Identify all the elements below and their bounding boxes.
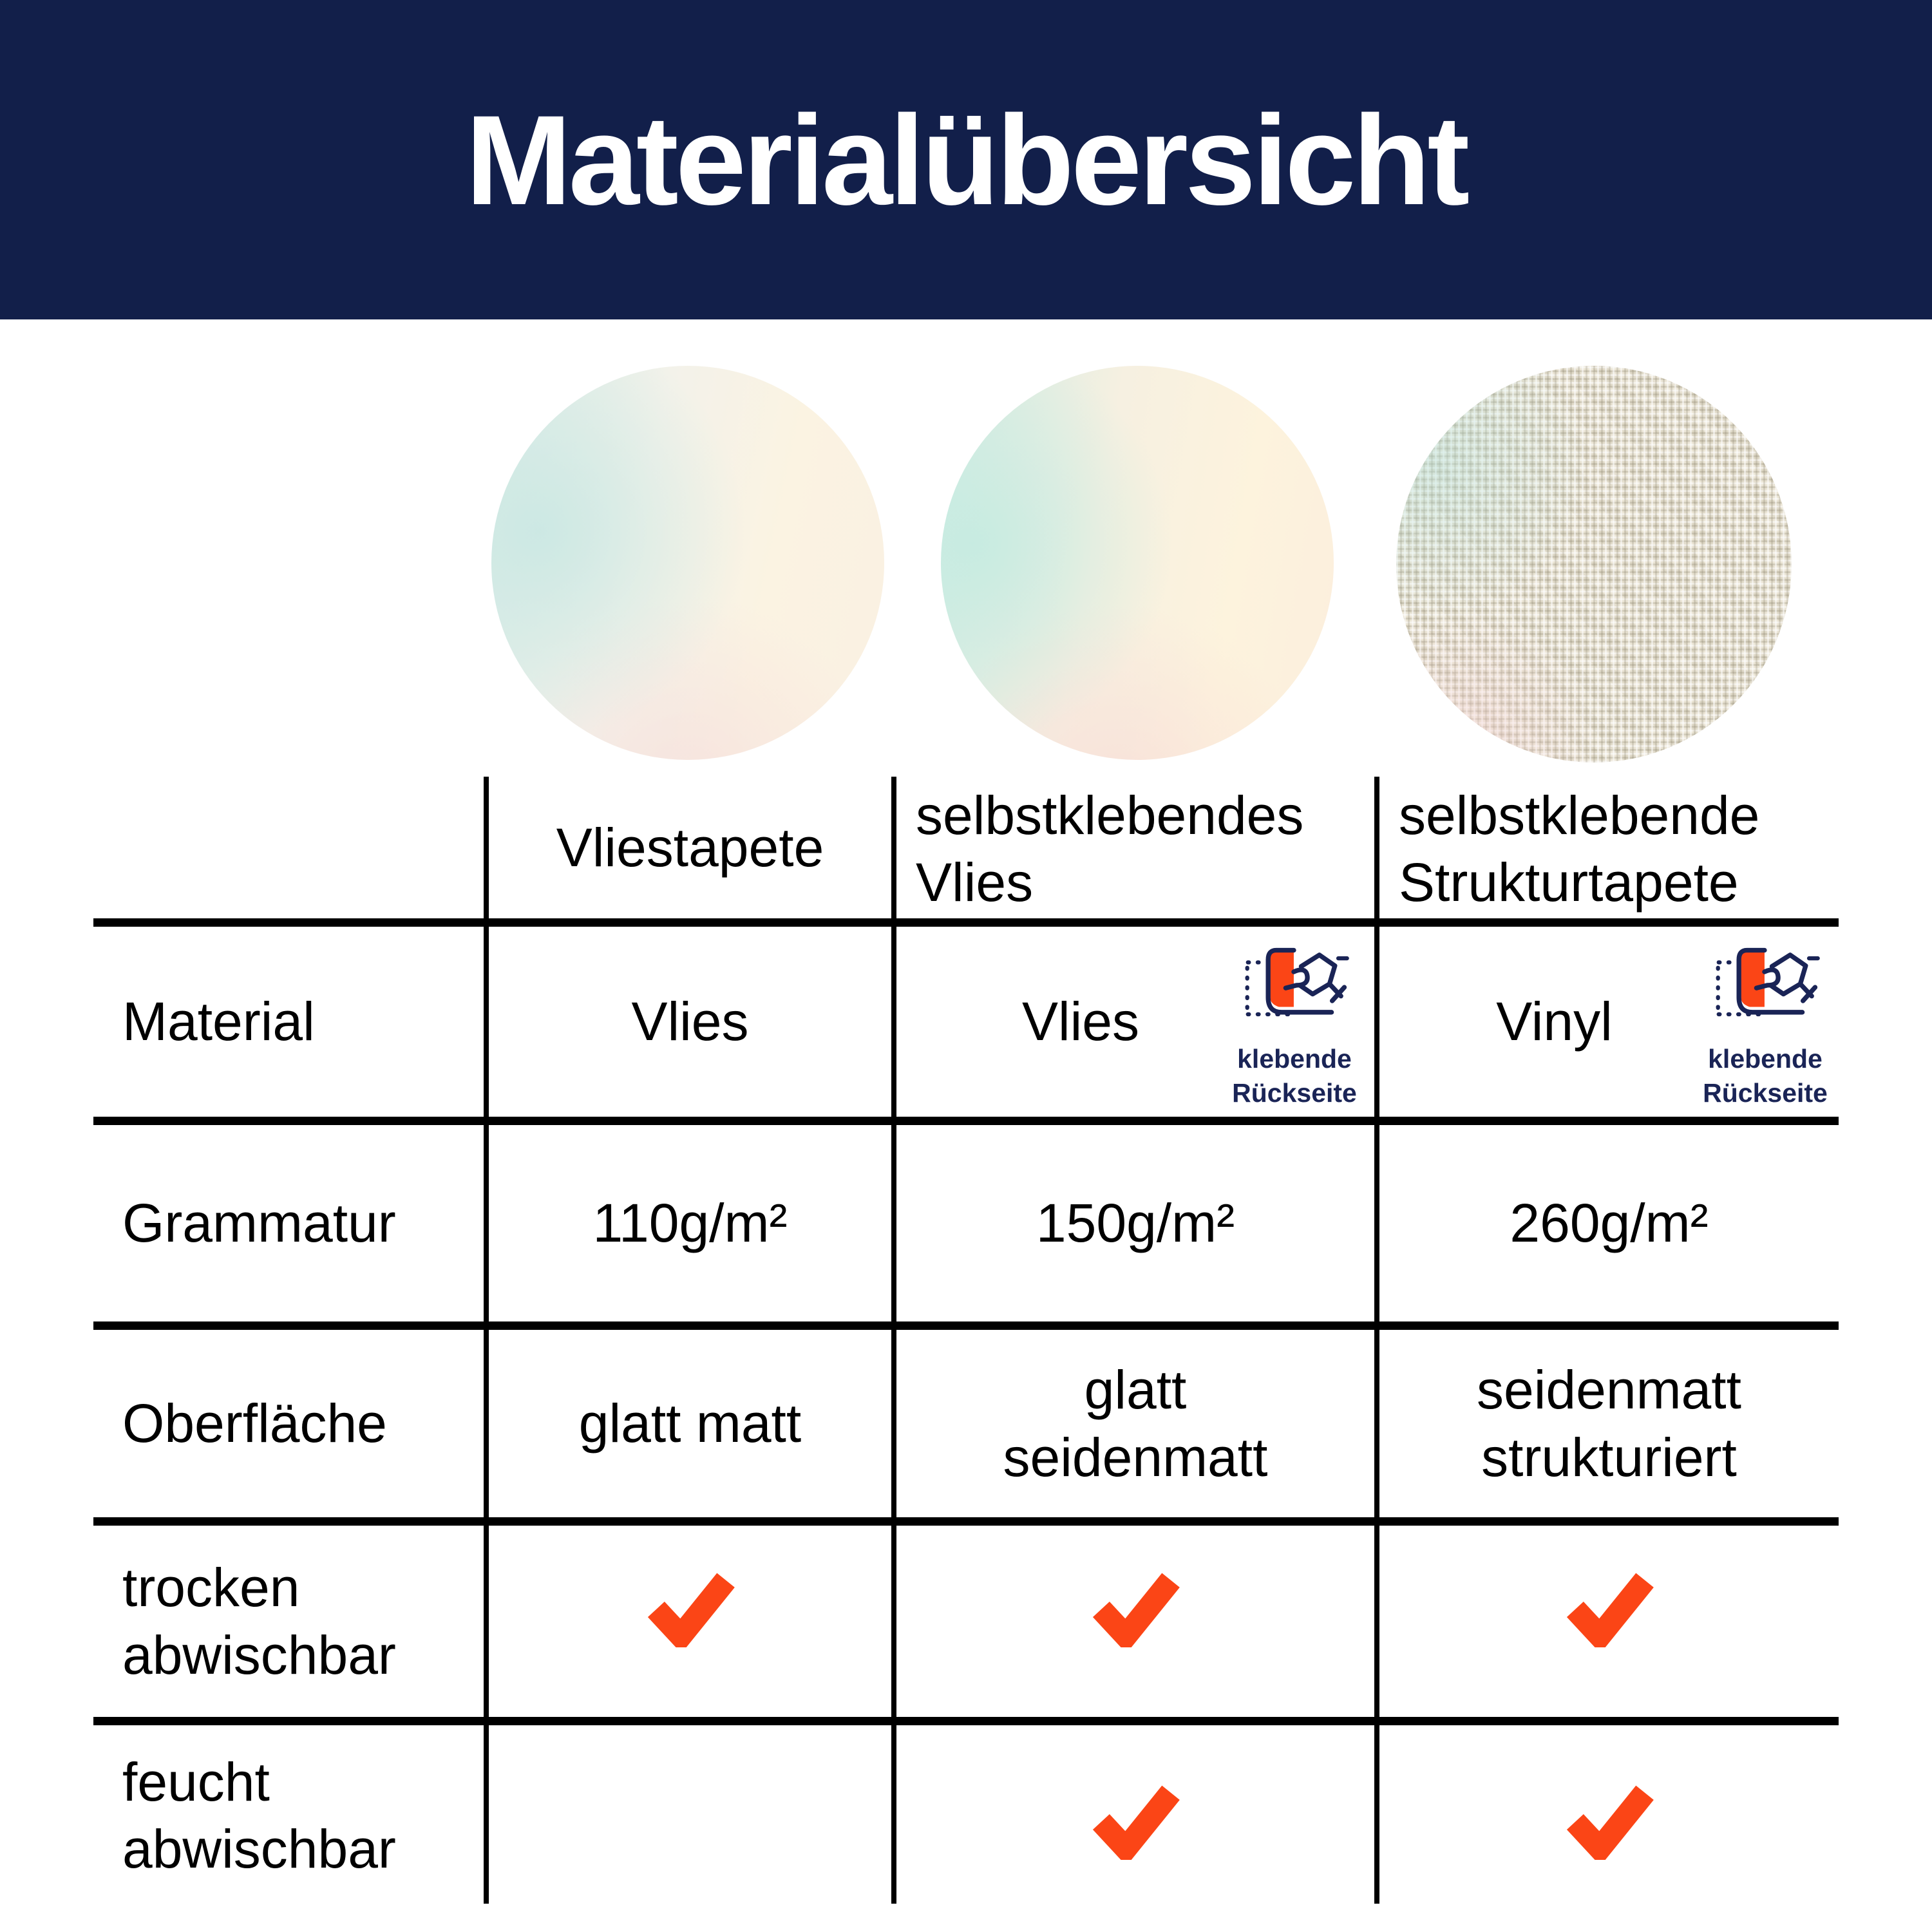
row-label-trocken-abwischbar	[93, 1526, 484, 1717]
row-label-text	[122, 1748, 396, 1882]
badge-caption-line: Rückseite	[1232, 1078, 1357, 1108]
cell-feucht-selbstklebendes-vlies	[896, 1738, 1374, 1906]
table-line-v1	[484, 777, 489, 1904]
badge-caption	[1703, 1042, 1828, 1111]
check-icon	[1565, 1571, 1654, 1647]
cell-value-line: strukturiert	[1481, 1426, 1737, 1488]
cell-value-line: glatt	[1084, 1359, 1187, 1421]
cell-value: Vlies	[631, 991, 749, 1052]
row-label-line: abwischbar	[122, 1819, 396, 1879]
swatch-vliestapete	[491, 366, 884, 760]
cell-grammatur-selbstklebendes-vlies	[896, 1125, 1374, 1321]
table-line-h3	[93, 1321, 1839, 1330]
row-label-line: abwischbar	[122, 1624, 396, 1685]
column-header-label: selbstklebendes	[916, 784, 1304, 846]
badge-caption-line: Rückseite	[1703, 1078, 1828, 1108]
peel-off-backing-icon-slot	[1708, 945, 1823, 1042]
row-label-oberflaeche	[93, 1330, 484, 1517]
check-icon	[1091, 1571, 1180, 1647]
check-icon	[646, 1571, 735, 1647]
cell-oberflaeche-vliestapete	[489, 1330, 891, 1517]
table-line-h4	[93, 1517, 1839, 1526]
cell-value: 260g/m²	[1510, 1193, 1709, 1254]
column-header-label: Strukturtapete	[1399, 852, 1739, 913]
cell-material-strukturtapete	[1379, 927, 1839, 1117]
row-label-line: trocken	[122, 1557, 300, 1618]
row-label-line: feucht	[122, 1751, 270, 1812]
cell-oberflaeche-selbstklebendes-vlies	[896, 1330, 1374, 1517]
peel-off-backing-icon	[1237, 945, 1352, 1027]
cell-value-line: seidenmatt	[1477, 1359, 1741, 1421]
cell-feucht-vliestapete	[489, 1738, 891, 1906]
row-label-text: Oberfläche	[122, 1393, 387, 1454]
header-banner	[0, 0, 1932, 319]
cell-value: Vlies	[1021, 991, 1140, 1052]
badge-caption	[1232, 1042, 1357, 1111]
row-label-text	[122, 1554, 396, 1688]
row-label-feucht-abwischbar	[93, 1725, 484, 1906]
swatch-selbstklebendes-vlies	[941, 366, 1334, 760]
cell-grammatur-vliestapete	[489, 1125, 891, 1321]
column-header-selbstklebendes-vlies	[896, 777, 1374, 921]
peel-off-backing-icon	[1708, 945, 1823, 1027]
cell-trocken-strukturtapete	[1379, 1526, 1839, 1693]
table-line-h2	[93, 1117, 1839, 1125]
peel-off-backing-icon-slot	[1237, 945, 1352, 1042]
badge-caption-line: klebende	[1237, 1044, 1352, 1074]
cell-value: glatt matt	[578, 1393, 802, 1454]
cell-material-vliestapete	[489, 927, 891, 1117]
table-line-h5	[93, 1717, 1839, 1725]
table-line-v2	[891, 777, 896, 1904]
row-label-text: Material	[122, 991, 315, 1052]
row-label-grammatur	[93, 1125, 484, 1321]
column-header-label: selbstklebende	[1399, 784, 1760, 846]
cell-trocken-selbstklebendes-vlies	[896, 1526, 1374, 1693]
column-header-label: Vliestapete	[556, 817, 824, 878]
adhesive-backing-badge	[1224, 945, 1365, 1111]
cell-oberflaeche-strukturtapete	[1379, 1330, 1839, 1517]
check-icon	[1565, 1784, 1654, 1860]
cell-grammatur-strukturtapete	[1379, 1125, 1839, 1321]
page-title: Materialübersicht	[465, 88, 1467, 231]
cell-value: 150g/m²	[1036, 1193, 1235, 1254]
swatch-strukturtapete	[1396, 366, 1792, 762]
column-header-label: Vlies	[916, 852, 1034, 913]
cell-material-selbstklebendes-vlies	[896, 927, 1374, 1117]
check-icon	[1091, 1784, 1180, 1860]
cell-value-line: seidenmatt	[1003, 1426, 1268, 1488]
adhesive-backing-badge	[1694, 945, 1836, 1111]
cell-trocken-vliestapete	[489, 1526, 891, 1693]
row-label-material	[93, 927, 484, 1117]
cell-feucht-strukturtapete	[1379, 1738, 1839, 1906]
cell-value	[1477, 1356, 1741, 1490]
cell-value	[1003, 1356, 1268, 1490]
cell-value: Vinyl	[1496, 991, 1613, 1052]
row-label-text: Grammatur	[122, 1193, 396, 1254]
badge-caption-line: klebende	[1708, 1044, 1823, 1074]
cell-value: 110g/m²	[592, 1193, 788, 1254]
column-header-strukturtapete	[1379, 777, 1839, 921]
table-line-v3	[1374, 777, 1379, 1904]
column-header-vliestapete	[489, 777, 891, 918]
